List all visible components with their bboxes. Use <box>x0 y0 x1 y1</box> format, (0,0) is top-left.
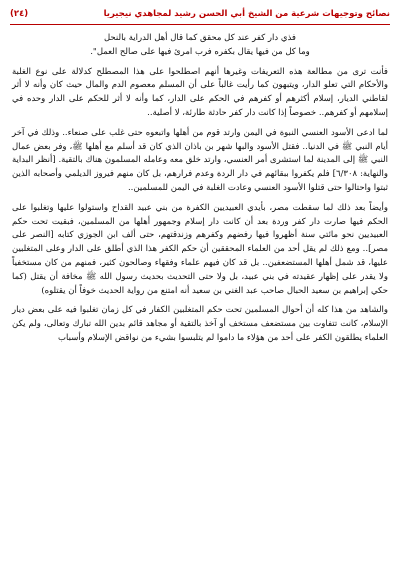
page-header <box>10 6 390 25</box>
verse-line-2: وما كل من فيها يقال بكفره فرب امرئ فيها على صالح العمل". <box>90 46 310 57</box>
verse-line-1: فذي دار كفر عند كل محقق كما قال أهل الدراية بالنحل <box>104 33 296 43</box>
poem-verse <box>12 32 388 60</box>
header-title: نصائح وتوجيهات شرعية من الشيخ أبي الحسن رشيد لمجاهدي نيجيريا <box>103 9 390 19</box>
paragraph-1: فأنت ترى من مطالعة هذه التعريفات وغيرها أنهم اصطلحوا على هذا المصطلح كدلالة على نوع الغلبة والأحكام التي تعلو الدار، ويتبهون كما رأيت غالباً على أن المسلم معصوم الدم والمال حيث كان وأنه لا أثر لقاطني الديار، إسلام أكثرهم أو كفرهم في الحكم على الدار، كما وأنه لا أثر للحكم على الدار وحده في إسلامهم أو كفرهم.. خصوصاً إذا كانت دار كفر حادثة طارئة، لا أصلية.. <box>12 66 388 118</box>
page-number: (٢٤) <box>10 9 29 19</box>
page-body <box>12 28 388 559</box>
paragraph-2: لما ادعى الأسود العنسي النبوة في اليمن وارتد قوم من أهلها واتبعوه حتى غلب على صنعاء.. وذلك في آخر أيام النبي ﷺ في الدنيا.. فقتل الأسود والبها شهر بن باذان الذي كان قد أسلم مع أهلها ﷺ، وفر بعض عمال النبي ﷺ إلى المدينة لما استشرى أمر العنسي، وارتد خلق معه وعامله المسلمون هناك بالتقية. [أنظر البداية والنهاية: ٦/٣٠٨] فلم يكفروا ببقائهم في دار الردة وعدم فرارهم، بل كان منهم فيروز الديلمي وأصحابه الذين ثبتوا واحتالوا حتى قتلوا الأسود العنسي وعادت الغلبة في اليمن للمسلمين.. <box>12 127 388 193</box>
paragraph-4: والشاهد من هذا كله أن أحوال المسلمين تحت حكم المتغلبين الكفار في كل زمان تغلبوا فيه على بعض ديار الإسلام، كانت تتفاوت بين مستضعف مستخف أو آخذ بالتقية أو مجاهد قائم بدين الله تبارك وتعالى، ولم يكن العلماء يطلقون الكفر على أحد من هؤلاء ما داموا لم يتلبسوا بشيء من نواقض الإسلام وأسباب <box>12 305 388 343</box>
paragraph-3: وأيضاً بعد ذلك لما سقطت مصر، بأيدي العبيديين الكفرة من بني عبيد القداح واستولوا عليها وتغلبوا على الحكم فيها صارت دار كفر وردة بعد أن كانت دار إسلام وجمهور أهلها من المسلمين، فبقيت تحت حكم العبيديين نحو مائتي سنة أظهروا فيها رفضهم وكفرهم وزندقتهم، حتى ألف ابن الجوزي كتابه [النصر على مصر].. ومع ذلك لم يقل أحد من العلماء المحققين أن حكم الكفر هذا الذي أطلق على الدار وعلى المتغلبين عليها، قد شمل أهلها المستضعفين.. بل قد كان فيهم علماء وفقهاء وصالحون كثير، فمنهم من كان مستخفياً ولا يقدر على إظهار عقيدته في بني عبيد، بل ولا حتى التحديث بحديث رسول الله ﷺ مخافة أن يقتل (كما حكي إبراهيم بن سعيد الحبال صاحب عبد الغني بن سعيد أنه امتنع من رواية الحديث خوفاً أن يقتلوه) <box>12 202 388 296</box>
